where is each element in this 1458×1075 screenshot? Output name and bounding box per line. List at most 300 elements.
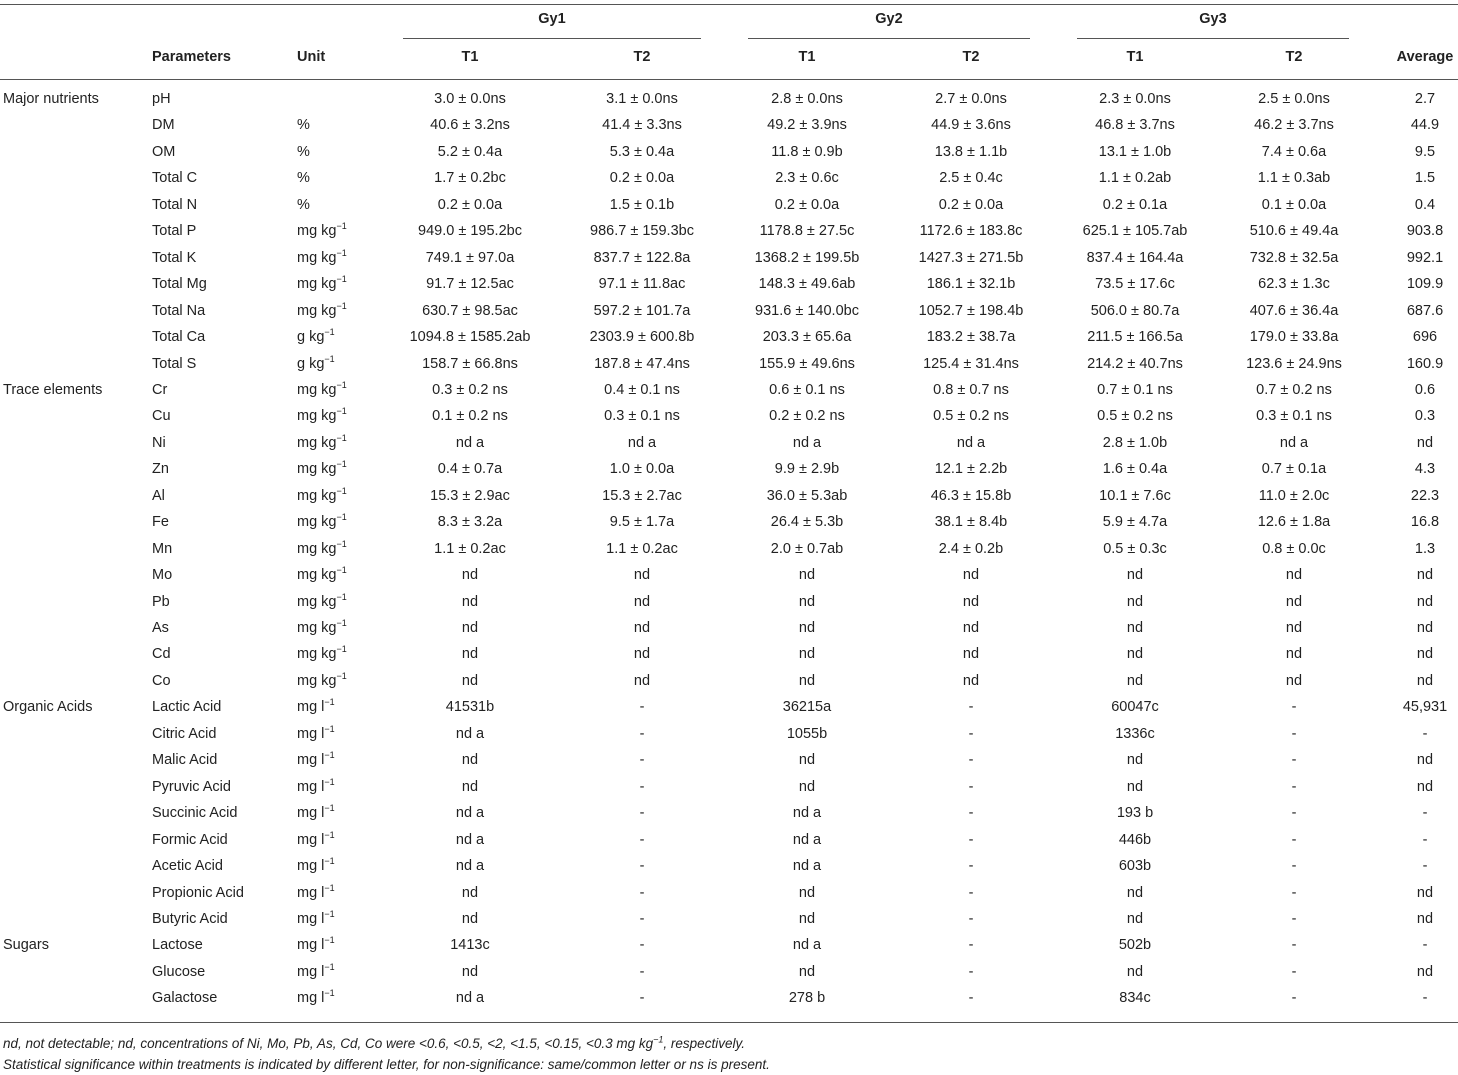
unit-exponent: −1 [324,803,335,814]
value-average: 2.7 [1414,91,1436,107]
value-gy1-t1: nd a [455,725,485,742]
bottom-rule [0,1022,1458,1023]
value-gy1-t2: nd a [627,434,657,451]
group-rule-gy2 [748,38,1030,39]
value-gy2-t2: 2.4 ± 0.2b [938,540,1004,557]
table-row [0,990,1458,1016]
parameter-cell: OM [152,143,176,160]
unit-text: mg kg [297,672,337,689]
parameter-cell: Total S [152,355,197,372]
value-gy2-t1: 203.3 ± 65.6a [762,329,852,346]
value-gy1-t1: 8.3 ± 3.2a [437,514,503,531]
top-rule [0,4,1458,5]
parameter-cell: Pyruvic Acid [152,778,231,795]
value-gy3-t2: 0.1 ± 0.0a [1261,196,1327,213]
value-average: nd [1416,593,1434,610]
unit-cell [297,197,310,213]
unit-text: mg l [297,963,325,980]
parameter-cell: Mo [152,567,173,584]
value-gy1-t1: 949.0 ± 195.2bc [418,223,522,240]
parameter-cell: Cd [152,646,171,663]
unit-cell [297,882,335,901]
table-row [0,620,1458,646]
value-gy1-t1: nd [461,593,479,610]
value-gy1-t2: - [639,910,645,927]
unit-text: mg kg [297,381,337,398]
unit-cell [297,353,335,372]
value-gy1-t1: 15.3 ± 2.9ac [430,487,510,504]
value-gy3-t2: 7.4 ± 0.6a [1261,143,1327,160]
value-gy2-t1: 155.9 ± 49.6ns [759,355,855,372]
unit-cell [297,329,335,345]
table-row [0,776,1458,805]
unit-exponent: −1 [336,274,347,285]
value-gy2-t1: 931.6 ± 140.0bc [755,302,859,319]
value-gy1-t2: 0.2 ± 0.0a [609,170,675,187]
value-gy3-t2: nd [1285,593,1303,610]
value-gy2-t2: 46.3 ± 15.8b [930,487,1012,504]
value-average: - [1422,990,1428,1007]
value-gy2-t1: 26.4 ± 5.3b [770,514,844,531]
value-gy3-t2: 0.3 ± 0.1 ns [1256,408,1332,425]
value-average: nd [1416,910,1434,927]
value-gy3-t1: 214.2 ± 40.7ns [1087,355,1183,372]
value-gy3-t2: 62.3 ± 1.3c [1258,276,1330,293]
value-gy3-t1: 625.1 ± 105.7ab [1082,223,1188,240]
unit-cell [297,964,335,980]
unit-text: mg kg [297,540,337,557]
value-gy2-t1: nd [798,593,816,610]
value-gy2-t2: - [968,752,974,769]
value-gy1-t1: 1413c [450,937,490,954]
group-gy3: Gy3 [1199,11,1227,27]
value-average: 22.3 [1410,487,1440,504]
parameter-cell: Lactose [152,937,203,954]
value-gy2-t2: nd [962,620,980,636]
value-gy2-t1: 1178.8 ± 27.5c [759,223,855,240]
value-gy2-t1: nd [798,752,816,769]
value-gy1-t2: 2303.9 ± 600.8b [589,329,695,346]
value-gy1-t2: 5.3 ± 0.4a [609,143,675,160]
value-gy1-t1: 0.4 ± 0.7a [437,461,503,478]
table-row [0,858,1458,884]
value-average: 109.9 [1406,276,1444,293]
value-gy2-t2: - [968,910,974,927]
unit-text: mg kg [297,249,337,266]
value-gy2-t1: 278 b [788,990,826,1007]
parameter-cell: Pb [152,593,170,610]
value-gy1-t1: 158.7 ± 66.8ns [422,355,518,372]
unit-exponent: −1 [324,856,335,867]
unit-text: mg l [297,884,325,901]
value-gy1-t2: 9.5 ± 1.7a [609,514,675,531]
value-gy1-t1: nd a [455,990,485,1007]
unit-exponent: −1 [336,459,347,470]
table-row [0,353,1458,382]
value-gy3-t2: nd [1285,620,1303,636]
value-gy2-t2: nd [962,672,980,689]
table-row [0,329,1458,355]
unit-text: % [297,170,310,187]
unit-text: mg l [297,805,325,822]
unit-exponent: −1 [324,723,335,734]
parameter-cell: Cu [152,408,171,425]
value-gy2-t1: nd a [792,858,822,875]
unit-text: g kg [297,329,325,346]
value-gy3-t2: - [1291,699,1297,716]
value-average: nd [1416,778,1434,795]
table-row [0,723,1458,752]
unit-exponent: −1 [324,697,335,708]
value-gy1-t2: 986.7 ± 159.3bc [590,223,694,240]
unit-text: mg l [297,990,325,1007]
parameter-cell: Total Ca [152,329,206,346]
value-gy2-t2: - [968,699,974,716]
value-gy2-t1: nd a [792,434,822,451]
value-gy3-t1: 0.7 ± 0.1 ns [1097,381,1173,398]
value-gy1-t2: 187.8 ± 47.4ns [594,355,690,372]
table-row [0,170,1458,196]
value-average: 992.1 [1406,249,1444,266]
value-gy1-t2: nd [633,672,651,689]
unit-text: mg l [297,725,325,742]
value-gy2-t2: nd a [956,434,986,451]
parameter-cell: Galactose [152,990,218,1007]
value-gy3-t2: - [1291,752,1297,769]
value-gy2-t2: - [968,884,974,901]
value-gy3-t1: nd [1126,620,1144,636]
value-gy1-t2: - [639,699,645,716]
value-gy1-t1: nd [461,752,479,769]
table-row [0,435,1458,461]
unit-cell [297,514,347,530]
unit-cell [297,300,347,319]
value-gy1-t1: 3.0 ± 0.0ns [434,91,506,107]
group-rule-gy3 [1077,38,1349,39]
unit-text: mg kg [297,302,337,319]
parameter-cell: Butyric Acid [152,910,228,927]
table-row [0,485,1458,514]
value-gy1-t1: nd [461,672,479,689]
value-gy3-t1: 46.8 ± 3.7ns [1095,117,1175,134]
value-gy1-t2: 597.2 ± 101.7a [593,302,691,319]
value-gy3-t1: 13.1 ± 1.0b [1098,143,1172,160]
table-row [0,408,1458,434]
unit-text: mg kg [297,593,337,610]
value-gy3-t1: 603b [1118,858,1152,875]
value-gy1-t2: 41.4 ± 3.3ns [602,117,682,134]
header-gy2-t2: T2 [962,49,980,65]
value-gy1-t1: nd a [455,858,485,875]
value-gy1-t2: nd [633,593,651,610]
value-gy3-t1: 1.6 ± 0.4a [1102,461,1168,478]
unit-text: mg l [297,937,325,954]
value-gy3-t2: 1.1 ± 0.3ab [1257,170,1331,187]
unit-exponent: −1 [324,935,335,946]
value-gy3-t1: 0.5 ± 0.3c [1103,540,1167,557]
value-average: 44.9 [1410,117,1440,134]
unit-text: mg kg [297,434,337,451]
value-gy2-t2: 125.4 ± 31.4ns [923,355,1019,372]
value-gy1-t1: 1.7 ± 0.2bc [434,170,506,187]
value-gy3-t2: 2.5 ± 0.0ns [1258,91,1330,107]
header-gy3-t2: T2 [1285,49,1303,65]
value-gy1-t2: 1.1 ± 0.2ac [606,540,678,557]
value-gy3-t2: - [1291,805,1297,822]
value-average: - [1422,937,1428,954]
unit-text: mg l [297,910,325,927]
value-gy1-t2: - [639,831,645,848]
table-footnotes [3,1033,770,1075]
value-average: 9.5 [1414,143,1436,160]
value-gy1-t2: - [639,805,645,822]
value-gy1-t2: 3.1 ± 0.0ns [606,91,678,107]
footnote-nd: nd, not detectable; nd, concentrations of Ni, Mo, Pb, As, Cd, Co were <0.6, <0.5, <2, <1.5, <0.15, <0.3 mg $kg^{-1}$, respectively. [3,1034,745,1051]
parameter-cell: Total C [152,170,198,187]
value-gy3-t1: nd [1126,963,1144,980]
unit-exponent: −1 [336,671,347,682]
table-row [0,117,1458,143]
value-gy3-t1: 0.2 ± 0.1a [1102,196,1168,213]
unit-exponent: −1 [336,221,347,232]
value-gy2-t2: 0.2 ± 0.0a [938,196,1004,213]
value-gy2-t1: nd [798,884,816,901]
parameter-cell: Al [152,487,165,504]
value-gy2-t2: - [968,831,974,848]
header-parameters: Parameters [152,49,231,65]
value-average: nd [1416,884,1434,901]
value-gy3-t1: 446b [1118,831,1152,848]
value-gy3-t1: 834c [1119,990,1151,1007]
value-gy2-t2: nd [962,593,980,610]
parameter-cell: Acetic Acid [152,858,223,875]
group-gy2: Gy2 [875,11,903,27]
value-gy3-t1: nd [1126,593,1144,610]
category-cell: Organic Acids [3,699,93,716]
value-gy3-t2: - [1291,990,1297,1007]
value-gy1-t2: - [639,990,645,1007]
unit-text: % [297,117,310,134]
unit-cell [297,829,335,848]
unit-exponent: −1 [336,247,347,258]
value-gy1-t2: nd [633,620,651,636]
value-gy3-t1: 60047c [1111,699,1159,716]
value-gy2-t1: 0.6 ± 0.1 ns [769,381,845,398]
value-gy1-t2: nd [633,567,651,584]
unit-cell [297,620,347,636]
unit-text: mg kg [297,223,337,240]
unit-cell [297,937,335,953]
value-average: nd [1416,752,1434,769]
value-gy1-t1: 0.1 ± 0.2 ns [432,408,508,425]
parameter-cell: Total Na [152,302,206,319]
value-average: 0.6 [1414,381,1436,398]
unit-cell [297,911,335,927]
category-cell: Trace elements [3,381,103,398]
header-gy1-t2: T2 [633,49,651,65]
group-gy1: Gy1 [538,11,566,27]
value-gy3-t1: 2.8 ± 1.0b [1102,434,1168,451]
unit-text: mg kg [297,646,337,663]
value-gy2-t2: 1052.7 ± 198.4b [918,302,1024,319]
value-average: 4.3 [1414,461,1436,478]
unit-text: mg l [297,858,325,875]
value-gy1-t2: 0.4 ± 0.1 ns [604,381,680,398]
value-gy3-t2: nd [1285,567,1303,584]
value-average: 160.9 [1406,355,1444,372]
value-average: - [1422,805,1428,822]
value-average: 903.8 [1406,223,1444,240]
parameter-cell: Zn [152,461,169,478]
value-gy3-t2: - [1291,858,1297,875]
table-row [0,646,1458,672]
unit-exponent: −1 [324,882,335,893]
unit-text: mg l [297,831,325,848]
unit-text: mg kg [297,567,337,584]
value-gy3-t1: nd [1126,778,1144,795]
value-gy3-t1: 211.5 ± 166.5a [1087,329,1183,346]
value-gy2-t1: 0.2 ± 0.2 ns [769,408,845,425]
unit-text: mg kg [297,461,337,478]
header-gy3-t1: T1 [1126,49,1144,65]
value-gy3-t1: nd [1126,884,1144,901]
value-gy1-t2: 15.3 ± 2.7ac [602,487,682,504]
value-gy3-t2: 11.0 ± 2.0c [1258,487,1330,504]
value-gy3-t1: nd [1126,910,1144,927]
table-row [0,805,1458,831]
parameter-cell: Mn [152,540,173,557]
header-rule [0,79,1458,80]
unit-exponent: −1 [324,829,335,840]
value-average: nd [1416,620,1434,636]
value-gy2-t2: 44.9 ± 3.6ns [931,117,1011,134]
value-gy3-t2: 123.6 ± 24.9ns [1246,355,1342,372]
value-gy1-t2: - [639,725,645,742]
value-gy2-t2: 0.8 ± 0.7 ns [933,381,1009,398]
value-gy2-t2: 186.1 ± 32.1b [926,276,1016,293]
table-row [0,223,1458,249]
value-gy3-t1: 837.4 ± 164.4a [1086,249,1184,266]
value-gy2-t1: nd a [792,937,822,954]
value-gy3-t1: 2.3 ± 0.0ns [1099,91,1171,107]
value-gy2-t1: 2.8 ± 0.0ns [771,91,843,107]
value-gy2-t2: 13.8 ± 1.1b [934,143,1008,160]
table-row [0,197,1458,223]
unit-text: mg kg [297,620,337,636]
value-gy3-t1: 0.5 ± 0.2 ns [1097,408,1173,425]
parameter-cell: Formic Acid [152,831,228,848]
unit-text: mg l [297,699,325,716]
table-row [0,752,1458,778]
value-gy3-t2: nd a [1279,434,1309,451]
value-gy2-t2: 0.5 ± 0.2 ns [933,408,1009,425]
unit-cell [297,117,310,133]
table-row [0,699,1458,725]
table-row [0,461,1458,487]
value-gy3-t1: nd [1126,672,1144,689]
value-gy1-t2: - [639,752,645,769]
value-gy2-t1: nd a [792,805,822,822]
value-gy2-t1: 0.2 ± 0.0a [774,196,840,213]
parameter-cell: pH [152,91,171,107]
table-row [0,382,1458,408]
value-gy1-t1: 0.2 ± 0.0a [437,196,503,213]
parameter-cell: Total K [152,249,197,266]
value-gy3-t2: 510.6 ± 49.4a [1249,223,1339,240]
value-gy3-t1: 1336c [1115,725,1155,742]
value-gy2-t1: 9.9 ± 2.9b [774,461,840,478]
parameter-cell: DM [152,117,175,134]
value-gy2-t2: 38.1 ± 8.4b [934,514,1008,531]
unit-cell [297,591,347,610]
unit-exponent: −1 [324,909,335,920]
value-gy1-t2: - [639,778,645,795]
value-gy1-t2: - [639,858,645,875]
value-gy3-t2: 46.2 ± 3.7ns [1254,117,1334,134]
table-row [0,964,1458,990]
header-unit: Unit [297,49,326,65]
parameter-cell: Ni [152,434,166,451]
value-gy2-t2: 2.7 ± 0.0ns [935,91,1007,107]
value-gy2-t1: nd [798,567,816,584]
value-gy1-t2: - [639,884,645,901]
table-row [0,300,1458,329]
unit-cell [297,567,347,583]
value-gy1-t1: 40.6 ± 3.2ns [430,117,510,134]
value-gy1-t2: 837.7 ± 122.8a [593,249,691,266]
unit-exponent: −1 [336,591,347,602]
value-gy1-t1: nd a [455,434,485,451]
unit-text: g kg [297,355,325,372]
unit-exponent: −1 [324,988,335,999]
parameter-cell: Total P [152,223,197,240]
category-cell: Sugars [3,937,49,954]
value-average: 0.4 [1414,196,1436,213]
parameter-cell: Fe [152,514,169,531]
table-row [0,91,1458,117]
value-gy2-t2: - [968,990,974,1007]
unit-cell [297,144,310,160]
value-gy2-t1: 49.2 ± 3.9ns [767,117,847,134]
unit-cell [297,805,335,821]
unit-exponent: −1 [324,353,335,364]
unit-cell [297,673,347,689]
value-gy1-t2: - [639,963,645,980]
table-row [0,911,1458,937]
value-gy2-t1: 2.3 ± 0.6c [775,170,839,187]
unit-cell [297,170,310,186]
value-average: 16.8 [1410,514,1440,531]
table-row [0,937,1458,963]
value-gy3-t2: - [1291,778,1297,795]
value-average: - [1422,725,1428,742]
unit-exponent: −1 [324,327,335,338]
unit-cell [297,858,335,874]
unit-text: mg l [297,752,325,769]
value-gy2-t1: nd [798,778,816,795]
value-gy1-t1: 41531b [445,699,495,716]
value-gy2-t2: 1172.6 ± 183.8c [919,223,1023,240]
table-row [0,829,1458,858]
unit-exponent: −1 [336,538,347,549]
value-gy3-t2: 0.8 ± 0.0c [1262,540,1326,557]
unit-text: % [297,143,310,160]
value-gy3-t2: 732.8 ± 32.5a [1249,249,1339,266]
parameter-cell: Malic Acid [152,752,218,769]
value-gy1-t2: 1.0 ± 0.0a [609,461,675,478]
value-gy2-t2: 12.1 ± 2.2b [934,461,1008,478]
value-gy2-t1: nd [798,620,816,636]
